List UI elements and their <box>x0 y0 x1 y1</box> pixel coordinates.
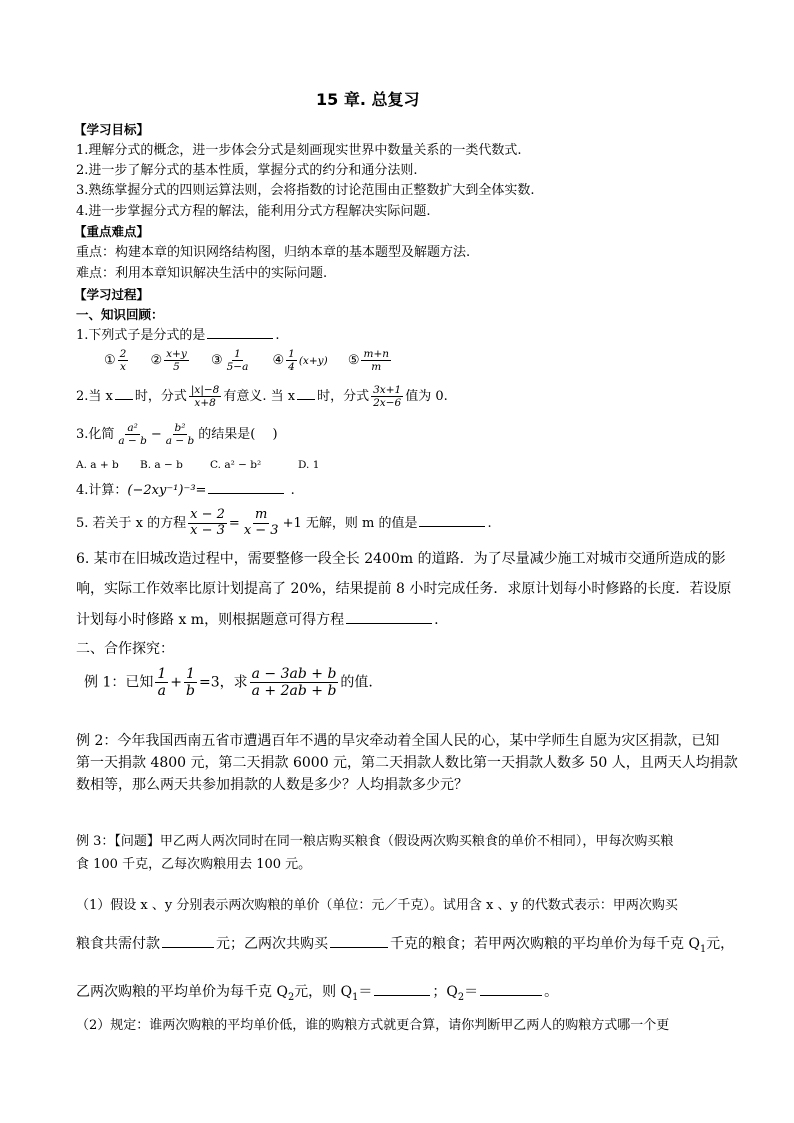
option-d: D. 1 <box>298 459 320 471</box>
answer-blank[interactable] <box>208 481 284 494</box>
option-2: ② $\frac{x+y}{5}$ <box>150 348 187 374</box>
section-review-heading: 一、知识回顾： <box>76 307 164 322</box>
answer-blank[interactable] <box>480 983 542 996</box>
example-3-line: 食 100 千克，乙每次购粮用去 100 元。 <box>76 857 312 872</box>
option-5: ⑤ $\frac{m+n}{m}$ <box>347 348 390 374</box>
answer-blank[interactable] <box>374 983 430 996</box>
process-heading: 【学习过程】 <box>74 287 150 302</box>
example-3-part-1-line: 粮食共需付款 元；乙两次共购买 千克的粮食；若甲两次购粮的平均单价为每千克 $Q_1$元， <box>76 936 735 955</box>
goal-item: 3.熟练掌握分式的四则运算法则，会将指数的讨论范围由正整数扩大到全体实数. <box>76 183 535 198</box>
option-b: B. a − b <box>140 459 183 471</box>
question-5: 5. 若关于 x 的方程 $\frac{x - 2}{x - 3}$ = $\frac{m}{x - 3}$ +1 无解，则 m 的值是 . <box>76 507 492 538</box>
question-4: 4.计算：(−2xy⁻¹)⁻³= . <box>76 483 295 498</box>
difficult-point-text: 难点：利用本章知识解决生活中的实际问题. <box>76 266 328 281</box>
section-explore-heading: 二、合作探究： <box>76 641 174 657</box>
example-2-line: 第一天捐款 4800 元，第二天捐款 6000 元，第二天捐款人数比第一天捐款人数多 50 人，且两天人均捐款 <box>76 755 738 771</box>
example-3-part-1-line: （1）假设 x 、y 分别表示两次购粮的单价（单位：元／千克）。试用含 x 、y 的代数式表示：甲两次购买 <box>76 898 678 913</box>
keypoints-heading: 【重点难点】 <box>74 224 150 239</box>
example-3-part-1-line: 乙两次购粮的平均单价为每千克 $Q_2$元，则 $Q_1=$ ；$Q_2=$ 。 <box>76 984 559 1003</box>
answer-blank[interactable] <box>297 387 315 400</box>
key-point-text: 重点：构建本章的知识网络结构图，归纳本章的基本题型及解题方法. <box>76 245 471 260</box>
answer-blank[interactable] <box>419 514 485 527</box>
example-3-line: 例 3：【问题】甲乙两人两次同时在同一粮店购买粮食（假设两次购买粮食的单价不相同），甲每次购买粮 <box>76 834 674 849</box>
question-2: 2.当 x 时，分式 $\frac{|x|-8}{x+8}$ 有意义. 当 x 时，分式 $\frac{3x+1}{2x-6}$ 值为 0. <box>76 384 448 410</box>
goal-item: 1.理解分式的概念，进一步体会分式是刻画现实世界中数量关系的一类代数式. <box>76 143 522 158</box>
question-1-text: 1.下列式子是分式的是 <box>76 328 206 343</box>
goal-item: 4.进一步掌握分式方程的解法，能利用分式方程解决实际问题. <box>76 204 431 219</box>
option-a: A. a + b <box>76 459 119 471</box>
answer-blank[interactable] <box>346 611 432 624</box>
example-2-line: 例 2：今年我国西南五省市遭遇百年不遇的旱灾牵动着全国人民的心，某中学师生自愿为灾区捐款，已知 <box>76 733 720 749</box>
example-2-line: 数相等，那么两天共参加捐款的人数是多少？人均捐款多少元？ <box>76 777 468 793</box>
question-6-line: 6. 某市在旧城改造过程中，需要整修一段全长 2400m 的道路．为了尽量减少施工对城市交通所造成的影 <box>76 551 726 567</box>
answer-blank[interactable] <box>162 935 214 948</box>
example-3-part-2-line: （2）规定：谁两次购粮的平均单价低，谁的购粮方式就更合算，请你判断甲乙两人的购粮方式哪一个更 <box>76 1018 670 1033</box>
goals-heading: 【学习目标】 <box>74 122 150 137</box>
question-3: 3.化简 $\frac{\text{a²}}{a - b}$ − $\frac{\text{b²}}{a - b}$ 的结果是( ) <box>76 422 278 448</box>
answer-blank[interactable] <box>330 935 388 948</box>
goal-item: 2.进一步了解分式的基本性质，掌握分式的约分和通分法则. <box>76 163 418 178</box>
question-1: 1.下列式子是分式的是 . <box>76 328 280 343</box>
option-3: ③ $\frac{1}{5-a}$ <box>210 348 249 374</box>
option-1: ① $\frac{2}{x}$ <box>104 348 127 374</box>
page-title: 15 章. 总复习 <box>316 90 420 109</box>
question-1-options <box>104 348 409 373</box>
question-6-line: 响，实际工作效率比原计划提高了 20%，结果提前 8 小时完成任务．求原计划每小时修路的长度．若设原 <box>76 581 732 597</box>
answer-blank[interactable] <box>115 387 133 400</box>
question-3-options <box>76 459 319 472</box>
option-4: ④ $\frac{1}{4}$ (x+y) <box>272 348 328 374</box>
option-c: C. a² − b² <box>210 459 262 471</box>
question-6-line: 计划每小时修路 x m，则根据题意可得方程 . <box>76 612 439 628</box>
example-1: 例 1：已知 $\frac{1}{a}$ + $\frac{1}{b}$ =3，求 $\frac{a - 3ab + b}{a + 2ab + b}$ 的值. <box>84 666 373 700</box>
answer-blank[interactable] <box>207 326 273 339</box>
